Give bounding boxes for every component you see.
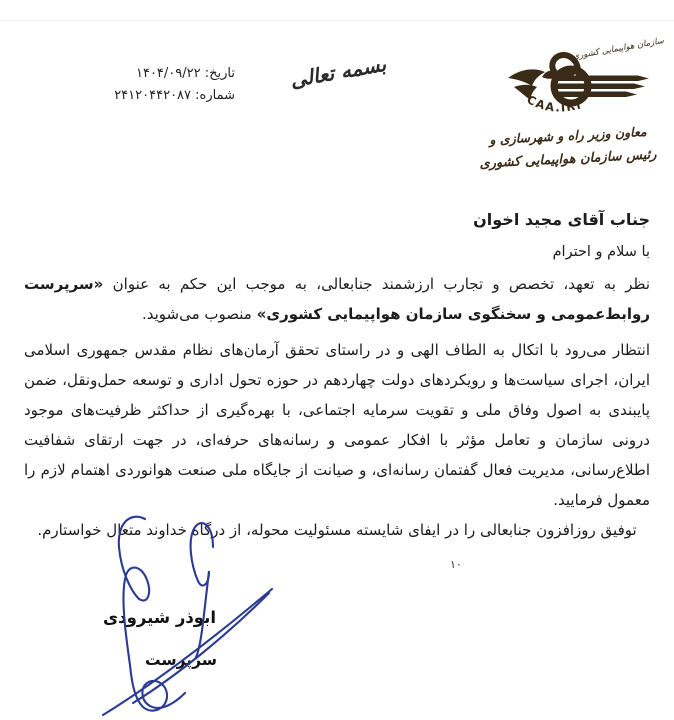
date-line	[85, 63, 235, 85]
salutation: با سلام و احترام	[552, 244, 650, 260]
scan-artifact-line	[0, 20, 674, 21]
handwritten-mark: ۱۰	[450, 558, 462, 571]
caa-eagle-logo-icon	[500, 47, 660, 127]
paragraph-appointment	[24, 269, 650, 329]
number-value: ۲۴۱۲۰۴۴۲۰۸۷	[114, 88, 192, 103]
reference-block	[85, 63, 235, 107]
letterhead-title-line1: معاون وزیر راه و شهرسازی و	[489, 123, 647, 148]
logo-top-calligraphy: سازمان هواپیمایی کشوری	[571, 35, 665, 62]
number-line	[85, 85, 235, 107]
bismillah-calligraphy: بسمه تعالی	[288, 51, 388, 93]
appointment-text-pre: نظر به تعهد، تخصص و تجارب ارزشمند جنابعالی، به موجب این حکم به عنوان	[103, 275, 650, 293]
date-value: ۱۴۰۴/۰۹/۲۲	[135, 66, 201, 81]
paragraph-expectations: انتظار می‌رود با اتکال به الطاف الهی و در راستای تحقق آرمان‌های نظام مقدس جمهوری اسلامی ایران، اجرای سیاست‌ها و رویکردهای دولت چهاردهم در حوزه تحول اداری و توسعه حمل‌ونقل، ضمن پایبندی به اصول وفاق ملی و تقویت سرمایه اجتماعی، با بهره‌گیری از حداکثر ظرفیت‌های موجود درونی سازمان و تعامل مؤثر با افکار عمومی و رسانه‌های حرفه‌ای، در جهت ارتقای شفافیت اطلاع‌رسانی، مدیریت فعال گفتمان رسانه‌ای، و صیانت از جایگاه ملی صنعت هوانوردی اهتمام لازم را معمول فرمایید.	[24, 341, 650, 509]
letterhead-logo-block	[470, 35, 666, 194]
addressee: جناب آقای مجید اخوان	[473, 210, 650, 229]
signer-name: ابوذر شیرودی	[103, 608, 216, 627]
signature-block	[55, 505, 345, 720]
date-label: تاریخ:	[204, 66, 235, 81]
appointment-text-post: منصوب می‌شوید.	[141, 305, 257, 323]
letter-body	[24, 208, 650, 545]
logo-caption: CAA.IRI	[524, 92, 584, 115]
signer-title: سرپرست	[145, 651, 217, 669]
number-label: شماره:	[195, 88, 235, 103]
letterhead-title-line2: رئیس سازمان هواپیمایی کشوری	[479, 147, 657, 172]
closing-line: توفیق روزافزون جنابعالی را در ایفای شایسته مسئولیت محوله، از درگاه خداوند متعال خواستارم.	[37, 521, 637, 539]
appointment-title-bold: «سرپرست روابط‌عمومی و سخنگوی سازمان هواپیمایی کشوری»	[24, 275, 650, 323]
